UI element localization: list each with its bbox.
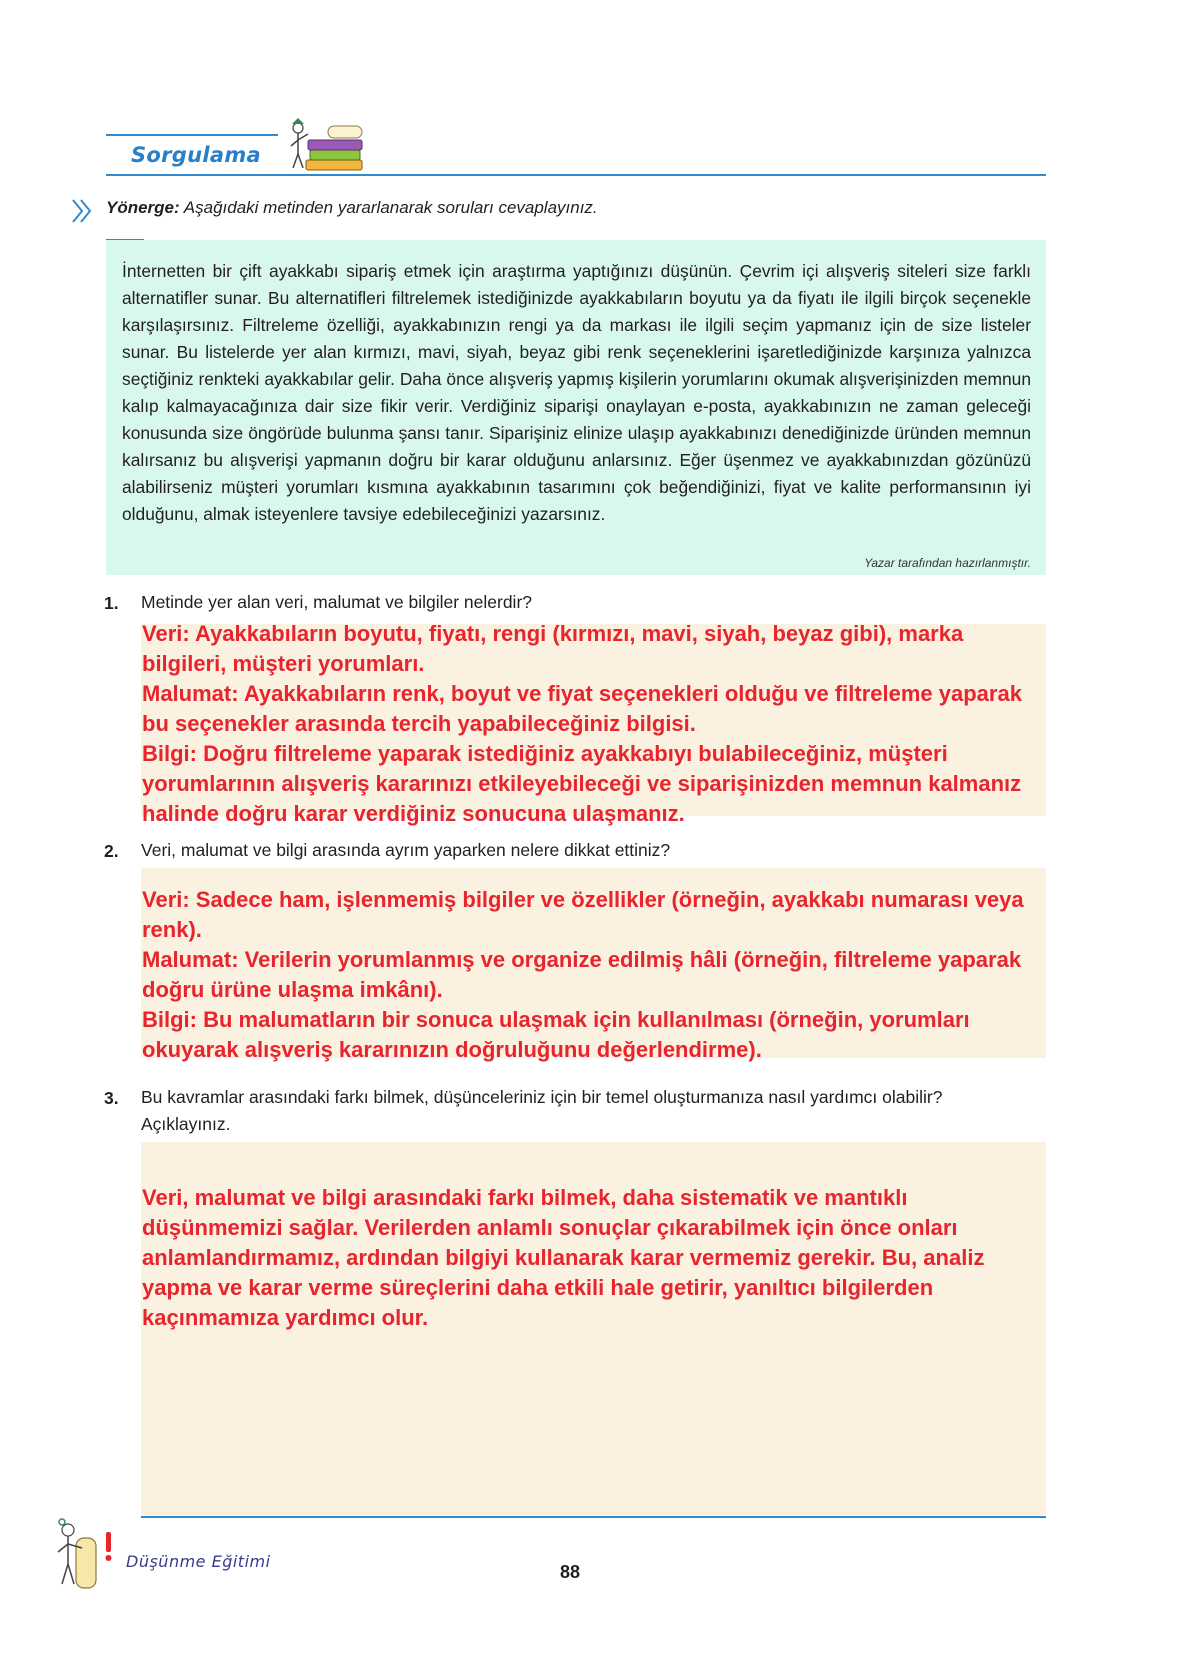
books-illustration-icon (288, 112, 374, 174)
answer-1-line-3: Bilgi: Doğru filtreleme yaparak istediğiniz ayakkabıyı bulabileceğiniz, müşteri yorumlarının alışveriş kararınızı etkileyebileceği ve siparişinizden memnun kalmanız halinde doğru karar verdiğiniz sonucuna ulaşmanız. (142, 741, 1022, 826)
answer-2-text (142, 885, 1042, 1065)
question-2-number: 2. (104, 841, 119, 861)
instruction (106, 198, 598, 218)
answer-1-line-1: Veri: Ayakkabıların boyutu, fiyatı, rengi (kırmızı, mavi, siyah, beyaz gibi), marka bilgileri, müşteri yorumları. (142, 621, 964, 676)
question-1-number: 1. (104, 593, 119, 613)
bottom-divider (141, 1516, 1046, 1518)
answer-1-text (142, 619, 1042, 829)
passage-source: Yazar tarafından hazırlanmıştır. (864, 556, 1031, 570)
header-divider (106, 174, 1046, 176)
section-title: Sorgulama (131, 143, 262, 167)
thinking-person-logo-icon (54, 1518, 120, 1594)
page-number: 88 (560, 1562, 581, 1582)
question-2-text: Veri, malumat ve bilgi arasında ayrım yaparken nelere dikkat ettiniz? (141, 840, 671, 860)
question-3-text: Bu kavramlar arasındaki farkı bilmek, düşünceleriniz için bir temel oluşturmanıza nasıl yardımcı olabilir? Açıklayınız. (141, 1087, 943, 1134)
answer-1-line-2: Malumat: Ayakkabıların renk, boyut ve fiyat seçenekleri olduğu ve filtreleme yaparak bu seçenekler arasında tercih yapabileceğiniz bilgisi. (142, 681, 1022, 736)
answer-3-paragraph: Veri, malumat ve bilgi arasındaki farkı bilmek, daha sistematik ve mantıklı düşünmemizi sağlar. Verilerden anlamlı sonuçlar çıkarabilmek için önce onları anlamlandırmamız, ardından bilgiyi kullanarak karar vermemiz gerekir. Bu, analiz yapma ve karar verme süreçlerini daha etkili hale getirir, yanıltıcı bilgilerden kaçınmamıza yardımcı olur. (142, 1185, 985, 1330)
footer-brand: Düşünme Eğitimi (126, 1552, 271, 1571)
answer-2-line-1: Veri: Sadece ham, işlenmemiş bilgiler ve özellikler (örneğin, ayakkabı numarası veya renk). (142, 887, 1024, 942)
header-accent-line (106, 134, 278, 136)
answer-2-line-3: Bilgi: Bu malumatların bir sonuca ulaşmak için kullanılması (örneğin, yorumları okuyarak alışveriş kararınızın doğruluğunu değerlendirme). (142, 1007, 970, 1062)
answer-2-line-2: Malumat: Verilerin yorumlanmış ve organize edilmiş hâli (örneğin, filtreleme yaparak doğru ürüne ulaşma imkânı). (142, 947, 1022, 1002)
answer-3-text (142, 1183, 1047, 1333)
instruction-label: Yönerge: (106, 198, 180, 217)
question-3-number: 3. (104, 1088, 119, 1108)
question-1-text: Metinde yer alan veri, malumat ve bilgiler nelerdir? (141, 592, 533, 612)
double-chevron-right-icon (70, 198, 94, 224)
passage-text: İnternetten bir çift ayakkabı sipariş etmek için araştırma yaptığınızı düşünün. Çevrim içi alışveriş siteleri size farklı alternatifler sunar. Bu alternatifleri filtrelemek istediğinizde ayakkabıların boyutu ya da fiyatı ile ilgili birçok seçenekle karşılaşırsınız. Filtreleme özelliği, ayakkabınızın rengi ya da markası ile ilgili seçim yapmanız için de size listeler sunar. Bu listelerde yer alan kırmızı, mavi, siyah, beyaz gibi renk seçeneklerini işaretlediğinizde karşınıza yalnızca seçtiğiniz renkteki ayakkabılar gelir. Daha önce alışveriş yapmış kişilerin yorumlarını okumak alışverişinizden memnun kalıp kalmayacağınıza dair size fikir verir. Verdiğiniz siparişi onaylayan e-posta, ayakkabınızın ne zaman geleceği konusunda size öngörüde bulunma şansı tanır. Siparişiniz elinize ulaşıp ayakkabınızı denediğinizde üründen memnun kalırsanız bu alışverişi yapmanın doğru bir karar olduğunu anlarsınız. Eğer üşenmez ve ayakkabınızdan gözünüzü alabilirseniz müşteri yorumları kısmına ayakkabının tasarımını çok beğendiğinizi, fiyat ve kalite performansının iyi olduğunu, almak isteyenlere tavsiye edebileceğinizi yazarsınız. (122, 261, 1031, 524)
instruction-text: Aşağıdaki metinden yararlanarak soruları cevaplayınız. (179, 198, 598, 217)
